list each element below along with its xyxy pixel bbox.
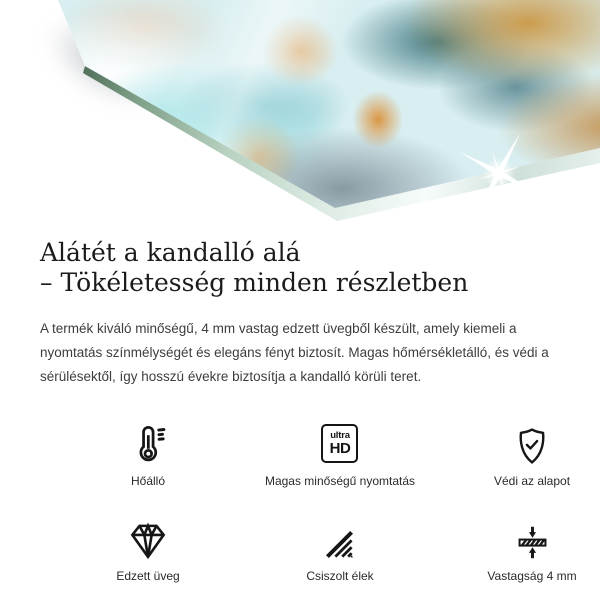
feature-tempered-glass bbox=[116, 514, 179, 583]
feature-label: Csiszolt élek bbox=[306, 569, 374, 583]
diamond-icon bbox=[127, 514, 169, 561]
thermometer-icon bbox=[126, 419, 171, 466]
feature-thickness bbox=[487, 514, 576, 583]
feature-print-quality bbox=[265, 419, 415, 488]
shield-check-icon bbox=[515, 419, 549, 466]
feature-label: Vastagság 4 mm bbox=[487, 569, 577, 583]
ultra-hd-text-top: ultra bbox=[330, 430, 350, 441]
page-title-line1: Alátét a kandalló alá bbox=[40, 238, 301, 267]
page-title-line2: – Tökéletesség minden részletben bbox=[40, 268, 469, 297]
polished-edges-icon bbox=[323, 514, 356, 561]
thickness-compress-icon bbox=[514, 514, 551, 561]
product-description: A termék kiváló minőségű, 4 mm vastag edzett üvegből készült, amely kiemeli a nyomtatás színmélységét és elegáns fényt biztosít. Magas hőmérsékletálló, és védi a sérülésektől, így hosszú évekre biztosítja a kandalló körüli teret. bbox=[40, 321, 549, 384]
feature-polished-edges bbox=[306, 514, 373, 583]
feature-label: Edzett üveg bbox=[116, 569, 180, 583]
feature-label: Védi az alapot bbox=[493, 474, 571, 488]
feature-heat-resistant bbox=[126, 419, 171, 488]
feature-label: Hőálló bbox=[130, 474, 166, 488]
product-image bbox=[0, 0, 600, 230]
page-title bbox=[40, 238, 560, 298]
ultra-hd-text-bottom: HD bbox=[329, 440, 351, 457]
ultra-hd-icon bbox=[321, 419, 358, 466]
feature-grid bbox=[52, 419, 577, 583]
product-details bbox=[0, 238, 600, 583]
feature-protects-base bbox=[494, 419, 570, 488]
feature-label: Magas minőségű nyomtatás bbox=[264, 474, 416, 488]
